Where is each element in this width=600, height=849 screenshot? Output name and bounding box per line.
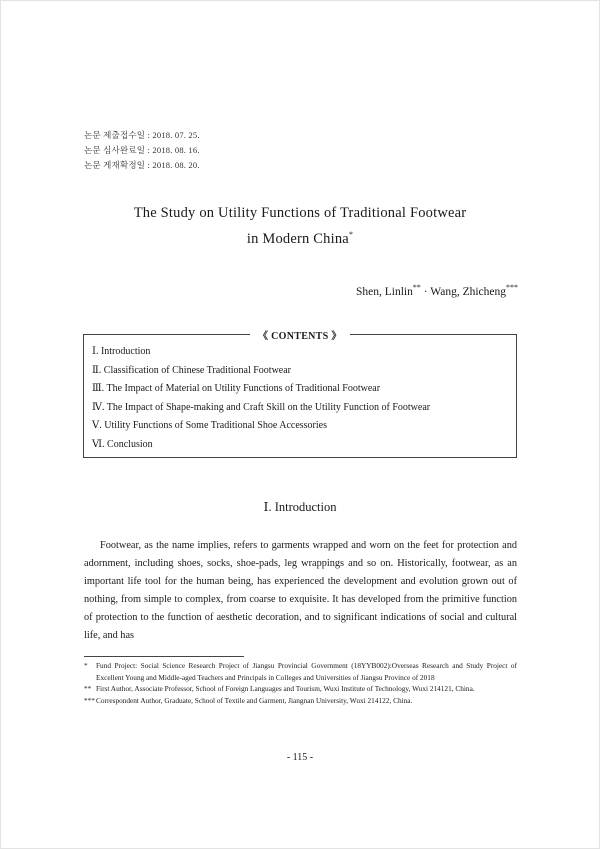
page-number: - 115 - (286, 752, 314, 763)
footnote-mark: ** (84, 684, 92, 693)
contents-item: Ⅳ. The Impact of Shape-making and Craft Skill on the Utility Function of Footwear (92, 401, 431, 413)
first-author: Shen, Linlin (356, 286, 413, 298)
footnote-mark: * (84, 661, 88, 670)
footnote-text: Fund Project: Social Science Research Project of Jiangsu Provincial Government (18YYB002):Overseas Research and Study Project of Excellent Young and Middle-aged Teachers and Principals in Colleges and Universities of Jiangsu Province of 2018 (96, 661, 517, 682)
footnote (84, 695, 517, 707)
second-author-mark: *** (506, 283, 518, 293)
date-reviewed: 논문 심사완료일 : 2018. 08. 16. (84, 145, 200, 155)
footnote-text: Correspondent Author, Graduate, School of Textile and Garment, Jiangnan University, Wuxi 214122, China. (96, 695, 413, 705)
contents-item: Ⅰ. Introduction (92, 346, 151, 357)
authors (356, 283, 518, 298)
paper-title-line-1: The Study on Utility Functions of Traditional Footwear (133, 205, 467, 221)
footnote-divider (84, 656, 244, 657)
body-text (84, 537, 517, 644)
first-author-mark: ** (412, 283, 421, 293)
contents-item: Ⅴ. Utility Functions of Some Traditional Shoe Accessories (92, 420, 327, 431)
section-heading: Ⅰ. Introduction (263, 500, 337, 514)
title-line-2-text: in Modern China (246, 231, 349, 247)
footnote (84, 683, 517, 695)
date-received: 논문 제출접수일 : 2018. 07. 25. (84, 130, 200, 140)
contents-item: Ⅱ. Classification of Chinese Traditional Footwear (92, 364, 291, 376)
paper-title-line-2 (0, 231, 600, 248)
footnote (84, 660, 517, 683)
body-paragraph: Footwear, as the name implies, refers to garments wrapped and worn on the feet for protection and adornment, including shoes, socks, shoe-pads, leg wrappings and so on. Historically, footwear, as an important life tool for the human being, has experienced the development and evolution grown out of nothing, from simple to complex, from coarse to exquisite. It has developed from the primitive function of protection to the function of aesthetic decoration, and to significant indications of social and cultural life, and has (84, 540, 517, 641)
author-separator: · (423, 286, 428, 298)
contents-header: 《 CONTENTS 》 (250, 327, 350, 342)
submission-dates (84, 128, 200, 173)
contents-item: Ⅵ. Conclusion (92, 438, 153, 450)
second-author: Wang, Zhicheng (430, 286, 506, 298)
footnote-mark: *** (84, 695, 95, 705)
footnote-text: First Author, Associate Professor, School of Foreign Languages and Tourism, Wuxi Institute of Technology, Wuxi 214121, China. (96, 684, 475, 693)
contents-item: Ⅲ. The Impact of Material on Utility Functions of Traditional Footwear (92, 383, 381, 394)
footnotes (84, 660, 517, 706)
date-accepted: 논문 게재확정일 : 2018. 08. 20. (84, 160, 200, 170)
title-footnote-mark: * (348, 230, 354, 240)
contents-list (92, 343, 430, 454)
